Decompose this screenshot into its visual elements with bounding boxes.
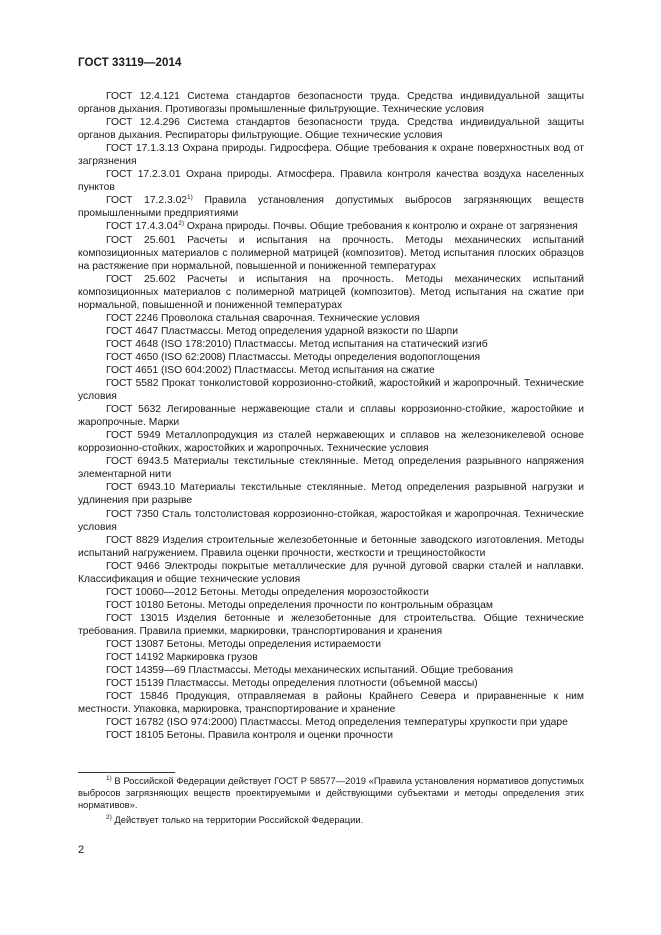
footnote-text: Действует только на территории Российской Федерации. [111,813,364,825]
footnotes [78,775,584,828]
reference-item: ГОСТ 7350 Сталь толстолистовая коррозионно-стойкая, жаростойкая и жаропрочная. Технические условия [78,508,584,533]
reference-code: ГОСТ 17.2.3.02 [106,195,188,207]
reference-item: ГОСТ 13015 Изделия бетонные и железобетонные для строительства. Общие технические требования. Правила приемки, маркировки, транспортирования и хранения [78,612,584,637]
footnote-divider [78,772,175,773]
reference-item: ГОСТ 10180 Бетоны. Методы определения прочности по контрольным образцам [106,599,493,611]
reference-item: ГОСТ 6943.10 Материалы текстильные стеклянные. Метод определения разрывной нагрузки и удлинения при разрыве [78,482,584,507]
reference-item: ГОСТ 4648 (ISO 178:2010) Пластмассы. Метод испытания на статический изгиб [106,338,488,350]
reference-title: Правила установления допустимых выбросов загрязняющих веществ промышленными предприятиями [78,195,584,220]
footnote-ref: 2) [178,220,184,228]
reference-item: ГОСТ 12.4.121 Система стандартов безопасности труда. Средства индивидуальной защиты органов дыхания. Противогазы промышленные фильтрующие. Технические условия [78,91,584,116]
normative-references [78,90,584,742]
reference-item: ГОСТ 17.2.3.01 Охрана природы. Атмосфера. Правила контроля качества воздуха населенных пунктов [78,169,584,194]
document-header: ГОСТ 33119—2014 [78,57,182,69]
reference-item: ГОСТ 9466 Электроды покрытые металлические для ручной дуговой сварки сталей и наплавки. Классификация и общие технические условия [78,560,584,585]
reference-item: ГОСТ 10060—2012 Бетоны. Методы определения морозостойкости [106,586,429,598]
reference-item [78,220,584,233]
reference-item: ГОСТ 12.4.296 Система стандартов безопасности труда. Средства индивидуальной защиты органов дыхания. Респираторы фильтрующие. Общие технические условия [78,117,584,142]
reference-item: ГОСТ 18105 Бетоны. Правила контроля и оценки прочности [106,730,393,742]
footnote-2 [78,814,584,826]
reference-item: ГОСТ 5582 Прокат тонколистовой коррозионно-стойкий, жаростойкий и жаропрочный. Технические условия [78,378,584,403]
page-number: 2 [78,844,85,856]
reference-title: Охрана природы. Почвы. Общие требования к контролю и охране от загрязнения [183,221,578,233]
reference-item: ГОСТ 6943.5 Материалы текстильные стеклянные. Метод определения разрывного напряжения элементарной нити [78,456,584,481]
reference-item: ГОСТ 4651 (ISO 604:2002) Пластмассы. Метод испытания на сжатие [106,364,435,376]
reference-item: ГОСТ 17.1.3.13 Охрана природы. Гидросфера. Общие требования к охране поверхностных вод от загрязнения [78,143,584,168]
reference-item: ГОСТ 15846 Продукция, отправляемая в районы Крайнего Севера и приравненные к ним местности. Упаковка, маркировка, транспортирование и хранение [78,691,584,716]
reference-item: ГОСТ 13087 Бетоны. Методы определения истираемости [106,638,381,650]
footnote-mark: 1) [106,775,112,782]
reference-item: ГОСТ 5949 Металлопродукция из сталей нержавеющих и сплавов на железоникелевой основе коррозионно-стойких, жаростойких и жаропрочных. Технические условия [78,430,584,455]
footnote-text: В Российской Федерации действует ГОСТ Р 58577—2019 «Правила установления нормативов допустимых выбросов загрязняющих веществ проектируемыми и действующими субъектами и методы определения этих нормативов». [78,775,584,811]
reference-item: ГОСТ 5632 Легированные нержавеющие стали и сплавы коррозионно-стойкие, жаростойкие и жаропрочные. Марки [78,404,584,429]
reference-code: ГОСТ 17.4.3.04 [106,221,179,233]
footnote-ref: 1) [187,194,193,202]
reference-item: ГОСТ 25.602 Расчеты и испытания на прочность. Методы механических испытаний композиционных материалов с полимерной матрицей (композитов). Метод испытания на сжатие при нормальной, повышенной и пониженной температурах [78,273,584,311]
reference-item: ГОСТ 2246 Проволока стальная сварочная. Технические условия [106,312,420,324]
footnote-mark: 2) [106,813,112,821]
reference-item: ГОСТ 14192 Маркировка грузов [106,652,258,664]
reference-item: ГОСТ 15139 Пластмассы. Методы определения плотности (объемной массы) [106,678,478,690]
reference-item: ГОСТ 8829 Изделия строительные железобетонные и бетонные заводского изготовления. Методы испытаний нагружением. Правила оценки прочности, жесткости и трещиностойкости [78,534,584,559]
footnote-1 [78,775,584,812]
reference-item: ГОСТ 16782 (ISO 974:2000) Пластмассы. Метод определения температуры хрупкости при ударе [106,717,568,729]
reference-item: ГОСТ 14359—69 Пластмассы. Методы механических испытаний. Общие требования [106,665,514,677]
reference-item: ГОСТ 25.601 Расчеты и испытания на прочность. Методы механических испытаний композиционных материалов с полимерной матрицей (композитов). Метод испытания плоских образцов на растяжение при нормальной, повышенной и пониженной температурах [78,234,584,272]
reference-item [78,194,584,220]
reference-item: ГОСТ 4650 (ISO 62:2008) Пластмассы. Методы определения водопоглощения [106,351,481,363]
reference-item: ГОСТ 4647 Пластмассы. Метод определения ударной вязкости по Шарпи [106,325,458,337]
